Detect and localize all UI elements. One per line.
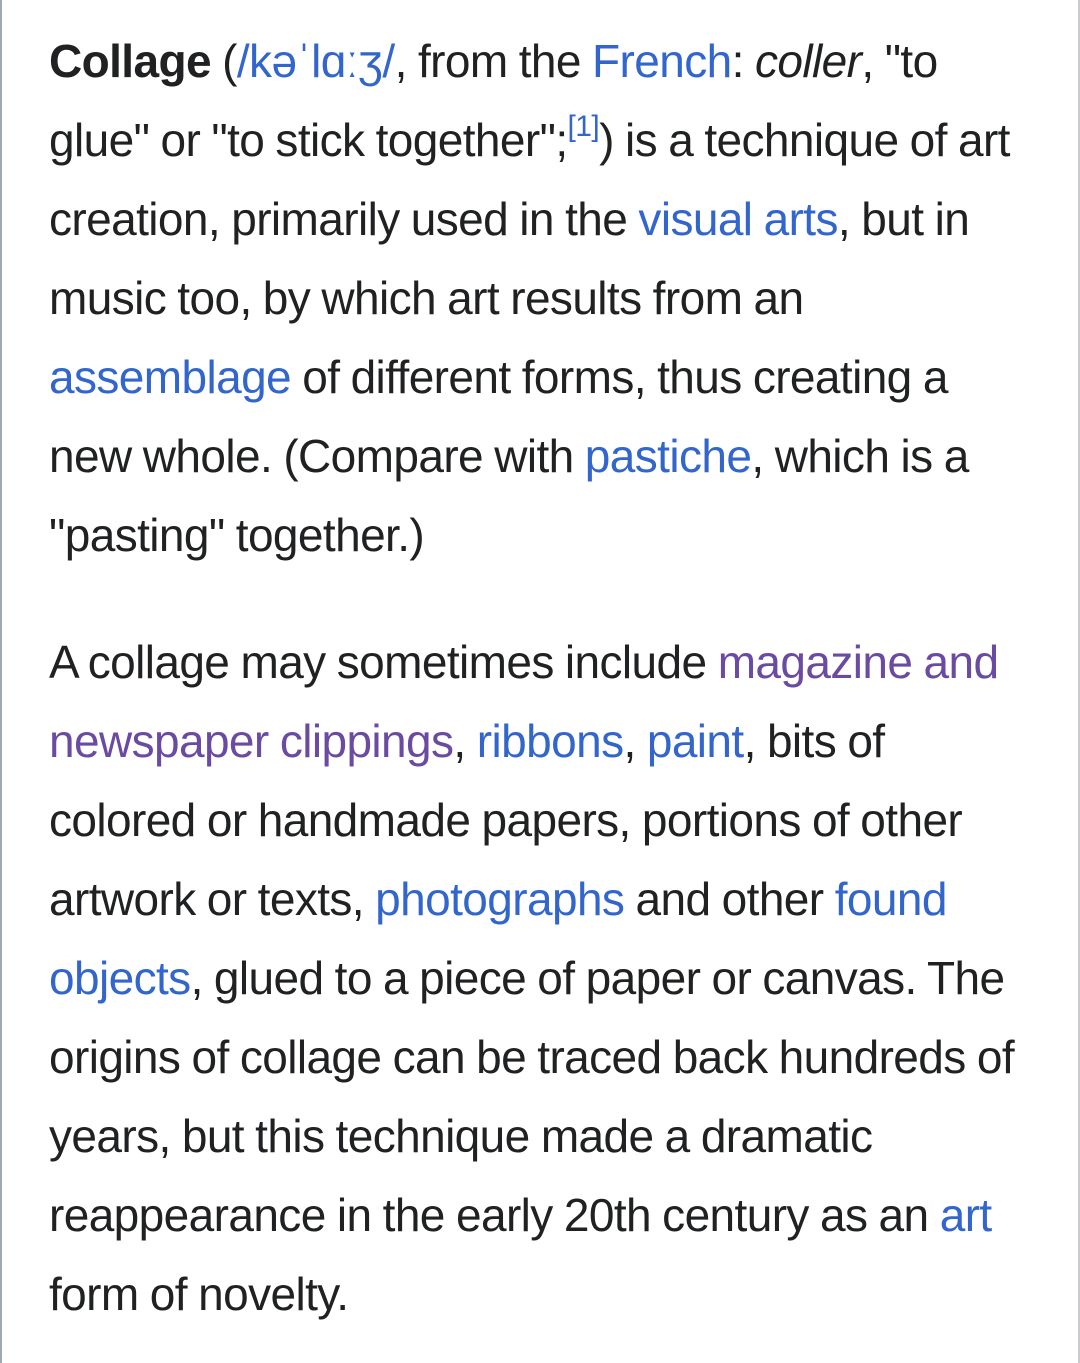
text-from-the: , from the bbox=[394, 35, 593, 87]
text-comma-2: , bbox=[623, 715, 647, 767]
paragraph-materials bbox=[49, 623, 1039, 1334]
article-body bbox=[49, 22, 1039, 1334]
text-colon: : bbox=[731, 35, 755, 87]
text-origins: , glued to a piece of paper or canvas. The origins of collage can be traced back hundreds of years, but this technique made a dramatic reappearance in the early 20th century as an bbox=[49, 952, 1015, 1241]
link-assemblage[interactable]: assemblage bbox=[49, 351, 292, 403]
ipa-pronunciation-link[interactable]: /kəˈlɑːʒ/ bbox=[236, 35, 395, 87]
text-novelty: form of novelty. bbox=[49, 1268, 349, 1320]
reference-link-1[interactable]: [1] bbox=[567, 109, 600, 143]
link-french[interactable]: French bbox=[592, 35, 732, 87]
left-border bbox=[0, 0, 2, 1363]
text-glue: , "to glue" or "to stick together"; bbox=[49, 35, 938, 166]
link-ribbons[interactable]: ribbons bbox=[476, 715, 624, 767]
text-paren-open: ( bbox=[210, 35, 237, 87]
text-technique: ) is a technique of art creation, primarily used in the bbox=[49, 114, 1010, 245]
link-pastiche[interactable]: pastiche bbox=[584, 430, 752, 482]
paragraph-intro bbox=[49, 22, 1039, 575]
word-coller: coller bbox=[755, 35, 862, 87]
text-forms: of different forms, thus creating a new whole. (Compare with bbox=[49, 351, 948, 482]
text-bits-of-papers: , bits of colored or handmade papers, portions of other artwork or texts, bbox=[49, 715, 963, 925]
text-pasting: , which is a "pasting" together.) bbox=[49, 430, 969, 561]
link-photographs[interactable]: photographs bbox=[375, 873, 625, 925]
article-term: Collage bbox=[49, 35, 211, 87]
text-music: , but in music too, by which art results from an bbox=[49, 193, 970, 324]
text-and-other: and other bbox=[624, 873, 835, 925]
link-paint[interactable]: paint bbox=[646, 715, 744, 767]
link-magazine-clippings[interactable]: magazine and newspaper clippings bbox=[49, 636, 999, 767]
link-found-objects[interactable]: found objects bbox=[49, 873, 947, 1004]
text-sometimes-include: A collage may sometimes include bbox=[49, 636, 718, 688]
link-art[interactable]: art bbox=[939, 1189, 992, 1241]
link-visual-arts[interactable]: visual arts bbox=[638, 193, 838, 245]
text-comma-1: , bbox=[453, 715, 477, 767]
